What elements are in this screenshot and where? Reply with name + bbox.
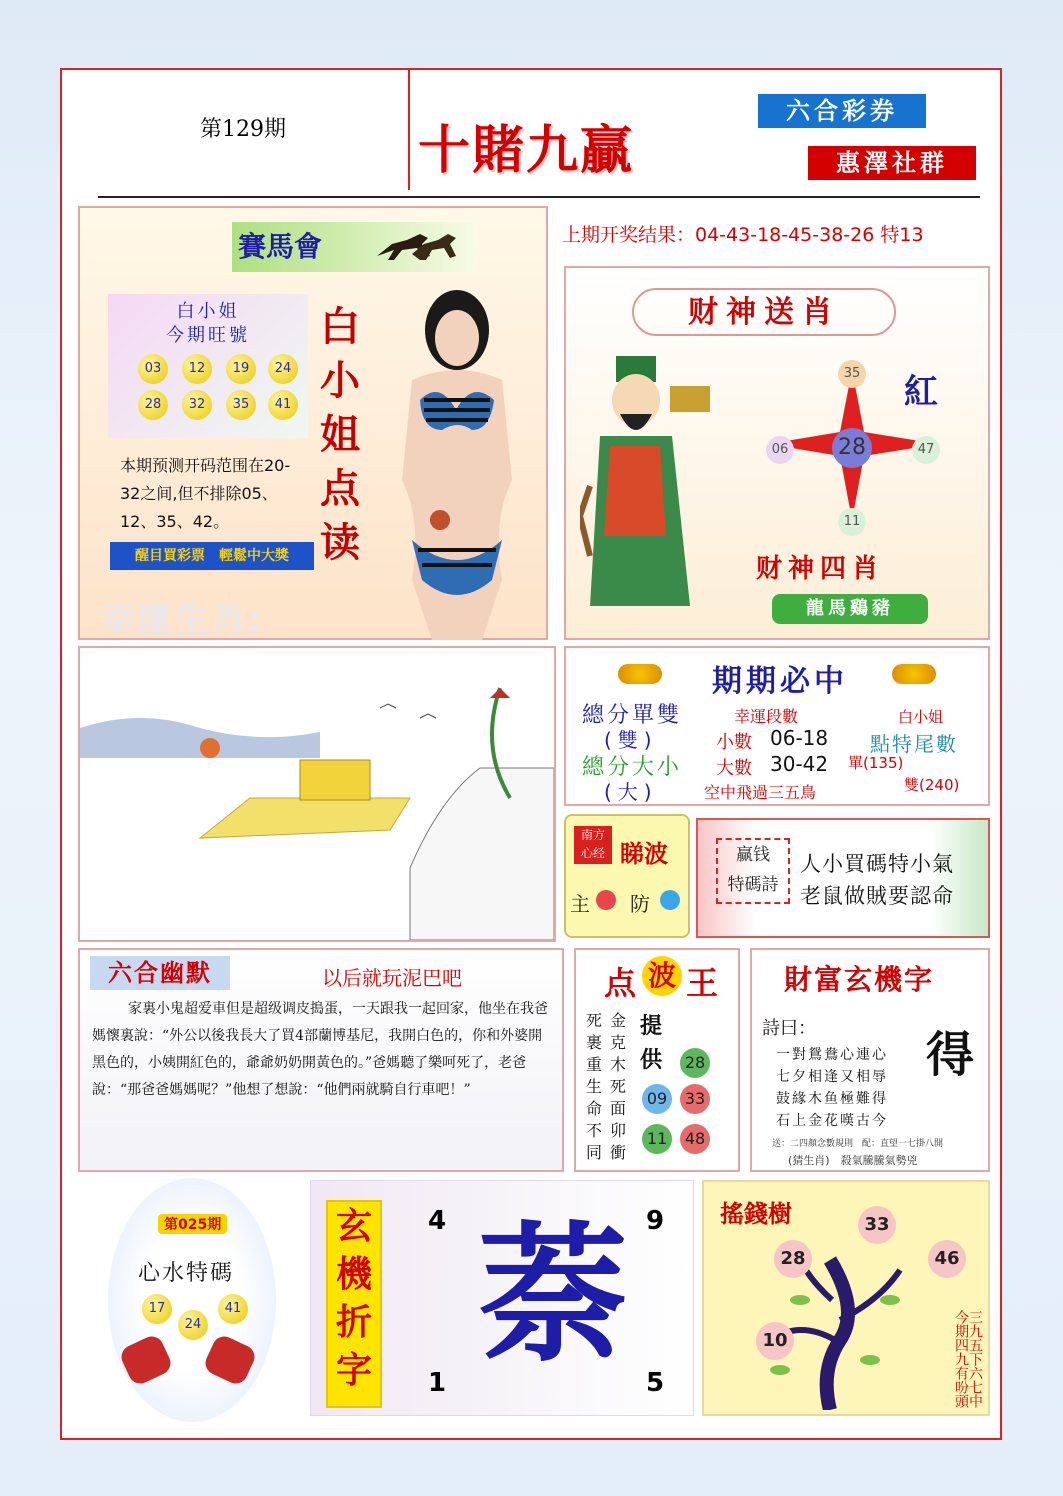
bibi-size-label: 總分大小 bbox=[582, 755, 683, 780]
caishen-color-char: 紅 bbox=[904, 372, 938, 412]
slogan-banner: 醒目買彩票 輕鬆中大獎 bbox=[110, 542, 314, 570]
dianbo-ball: 11 bbox=[642, 1124, 672, 1154]
bibi-size-value: (大) bbox=[604, 780, 658, 804]
bibi-title: 期期必中 bbox=[712, 664, 848, 699]
caishen-right-number: 47 bbox=[912, 436, 940, 464]
poem-box-line2: 特碼詩 bbox=[727, 875, 779, 895]
lucky-ball: 03 bbox=[138, 354, 168, 384]
caishen-left-number: 06 bbox=[766, 436, 794, 464]
money-tree-ball: 46 bbox=[928, 1240, 966, 1278]
caishen-zodiacs: 龍馬鷄豬 bbox=[772, 594, 928, 624]
caifu-guess: (猜生肖) 殺氣騰騰氣勢兇 bbox=[788, 1154, 918, 1167]
bibi-bai-label: 白小姐 bbox=[898, 708, 944, 726]
lucky-number-title bbox=[108, 300, 308, 348]
heart-ball: 41 bbox=[218, 1294, 248, 1324]
header-divider bbox=[408, 70, 410, 190]
bibi-odd-tail: 單(135) bbox=[848, 754, 904, 772]
caishen-four-label: 财神四肖 bbox=[756, 554, 885, 584]
xuanji-label: 玄機折字 bbox=[326, 1200, 382, 1408]
lucky-ball: 35 bbox=[226, 390, 256, 420]
caishen-center-number: 28 bbox=[832, 428, 872, 468]
xuanji-char: 萘 bbox=[478, 1207, 629, 1383]
heart-issue: 第025期 bbox=[158, 1214, 227, 1234]
horse-title bbox=[232, 222, 476, 272]
bibi-big-label: 大數 bbox=[716, 758, 752, 779]
lucky-ball: 12 bbox=[182, 354, 212, 384]
lucky-title-line1: 白小姐 bbox=[176, 301, 240, 322]
coin-icon bbox=[618, 664, 662, 684]
south-tag-line1: 南方 bbox=[580, 828, 605, 842]
last-result: 上期开奖结果：04-43-18-45-38-26 特13 bbox=[562, 224, 924, 246]
red-ball-icon bbox=[596, 890, 616, 910]
lucky-ball: 19 bbox=[226, 354, 256, 384]
prediction-text: 本期预测开码范围在20-32之间,但不排除05、12、35、42。 bbox=[120, 456, 291, 531]
lucky-title-line2: 今期旺號 bbox=[166, 325, 250, 346]
humor-subtitle: 以后就玩泥巴吧 bbox=[322, 966, 462, 990]
bibi-small-value: 06-18 bbox=[770, 726, 829, 750]
lucky-zodiac-label: 幸運生肖: bbox=[100, 600, 265, 640]
south-main-label: 主 bbox=[570, 892, 590, 916]
bibi-tail-label: 點特尾數 bbox=[870, 732, 958, 756]
poem-line1: 人小買碼特小氣 bbox=[800, 852, 954, 876]
horse-icon bbox=[372, 226, 462, 266]
money-tree-ball: 10 bbox=[756, 1322, 794, 1360]
dianbo-title-b: 波 bbox=[642, 956, 682, 996]
money-tree-title: 搖錢樹 bbox=[720, 1200, 792, 1228]
lucky-ball: 24 bbox=[268, 354, 298, 384]
heart-title: 心水特碼 bbox=[138, 1261, 235, 1286]
dianbo-col1: 死裹重生命不同 bbox=[586, 1011, 603, 1162]
bibi-segment-label: 幸運段數 bbox=[734, 707, 799, 726]
dianbo-ball: 28 bbox=[680, 1048, 710, 1078]
heart-ball: 17 bbox=[142, 1294, 172, 1324]
money-tree-side: 三九五下六七中今期四九有吩頭 bbox=[953, 1310, 983, 1408]
dianbo-ball: 33 bbox=[680, 1084, 710, 1114]
xuanji-digit-br: 5 bbox=[646, 1368, 665, 1398]
caifu-note: 送：二四顏念數規則 配：直望一七掛八開 bbox=[772, 1139, 944, 1149]
south-title: 睇波 bbox=[620, 840, 668, 868]
caifu-title: 財富玄機字 bbox=[784, 963, 935, 996]
lucky-ball: 28 bbox=[138, 390, 168, 420]
badge-group: 惠澤社群 bbox=[808, 146, 976, 180]
caifu-big-char: 得 bbox=[926, 1027, 975, 1083]
bibi-big-value: 30-42 bbox=[770, 752, 829, 776]
south-tag bbox=[574, 826, 612, 864]
caifu-line: 石上金花嘆古今 bbox=[776, 1113, 888, 1129]
coin-icon bbox=[892, 664, 936, 684]
caishen-title: 财神送肖 bbox=[632, 288, 896, 336]
south-tag-line2: 心经 bbox=[580, 846, 605, 860]
money-tree-ball: 28 bbox=[774, 1240, 812, 1278]
bibi-odd-even-value: (雙) bbox=[604, 728, 658, 752]
xuanji-digit-tl: 4 bbox=[428, 1206, 447, 1236]
humor-title: 六合幽默 bbox=[90, 956, 230, 990]
page-title: 十賭九贏 bbox=[418, 120, 635, 181]
caifu-poem-head: 詩曰： bbox=[762, 1018, 816, 1039]
caifu-line: 一對鴛鴦心連心 bbox=[776, 1047, 888, 1063]
badge-lottery: 六合彩券 bbox=[758, 94, 926, 128]
bibi-small-label: 小數 bbox=[716, 732, 752, 753]
money-tree-ball: 33 bbox=[858, 1206, 896, 1244]
dianbo-ball: 48 bbox=[680, 1124, 710, 1154]
lucky-ball: 41 bbox=[268, 390, 298, 420]
poem-box-line1: 赢钱 bbox=[736, 845, 770, 865]
dianbo-ball: 09 bbox=[642, 1084, 672, 1114]
blue-ball-icon bbox=[660, 890, 680, 910]
bibi-odd-even-label: 總分單雙 bbox=[582, 703, 683, 728]
dianbo-title-a: 点 bbox=[604, 964, 637, 1002]
issue-number: 第129期 bbox=[200, 117, 286, 142]
horse-title-text: 賽馬會 bbox=[238, 230, 323, 263]
lucky-ball: 32 bbox=[182, 390, 212, 420]
caishen-figure-illustration bbox=[580, 356, 730, 618]
dianbo-col2: 金克木死面卯衝 bbox=[610, 1011, 627, 1162]
poem-box bbox=[716, 838, 790, 904]
dianbo-title-c: 王 bbox=[686, 964, 719, 1002]
header-underline bbox=[98, 196, 980, 198]
south-guard-label: 防 bbox=[630, 892, 650, 916]
xuanji-digit-tr: 9 bbox=[646, 1206, 665, 1236]
humor-body: 家裏小鬼超爱車但是超级调皮搗蛋，一天跟我一起回家，他坐在我爸媽懷裏說：“外公以後我長大了買4部蘭博基尼，我開白色的，你和外婆開黑色的，小姨開紅色的，爺爺奶奶開黃色的。”爸媽聽了樂呵死了，老爸說：“那爸爸媽媽呢？”他想了想說：“他們兩就騎自行車吧！” bbox=[92, 1001, 548, 1098]
riverside-painting-illustration bbox=[80, 648, 554, 940]
caifu-line: 鼓緣木鱼極難得 bbox=[776, 1091, 888, 1107]
caishen-top-number: 35 bbox=[838, 360, 866, 388]
xuanji-digit-bl: 1 bbox=[428, 1368, 447, 1398]
caishen-bottom-number: 11 bbox=[838, 508, 866, 536]
vertical-heading: 白小姐点读 bbox=[320, 303, 360, 566]
caifu-line: 七夕相逢又相辱 bbox=[776, 1069, 888, 1085]
heart-ball: 24 bbox=[178, 1310, 208, 1340]
model-illustration bbox=[372, 280, 542, 640]
bibi-even-tail: 雙(240) bbox=[904, 776, 960, 794]
bibi-sky-text: 空中飛過三五鳥 bbox=[704, 783, 817, 802]
dianbo-tip: 提供 bbox=[640, 1014, 663, 1073]
caifu-lines bbox=[776, 1044, 888, 1132]
poem-line2: 老鼠做賊要認命 bbox=[800, 884, 954, 908]
